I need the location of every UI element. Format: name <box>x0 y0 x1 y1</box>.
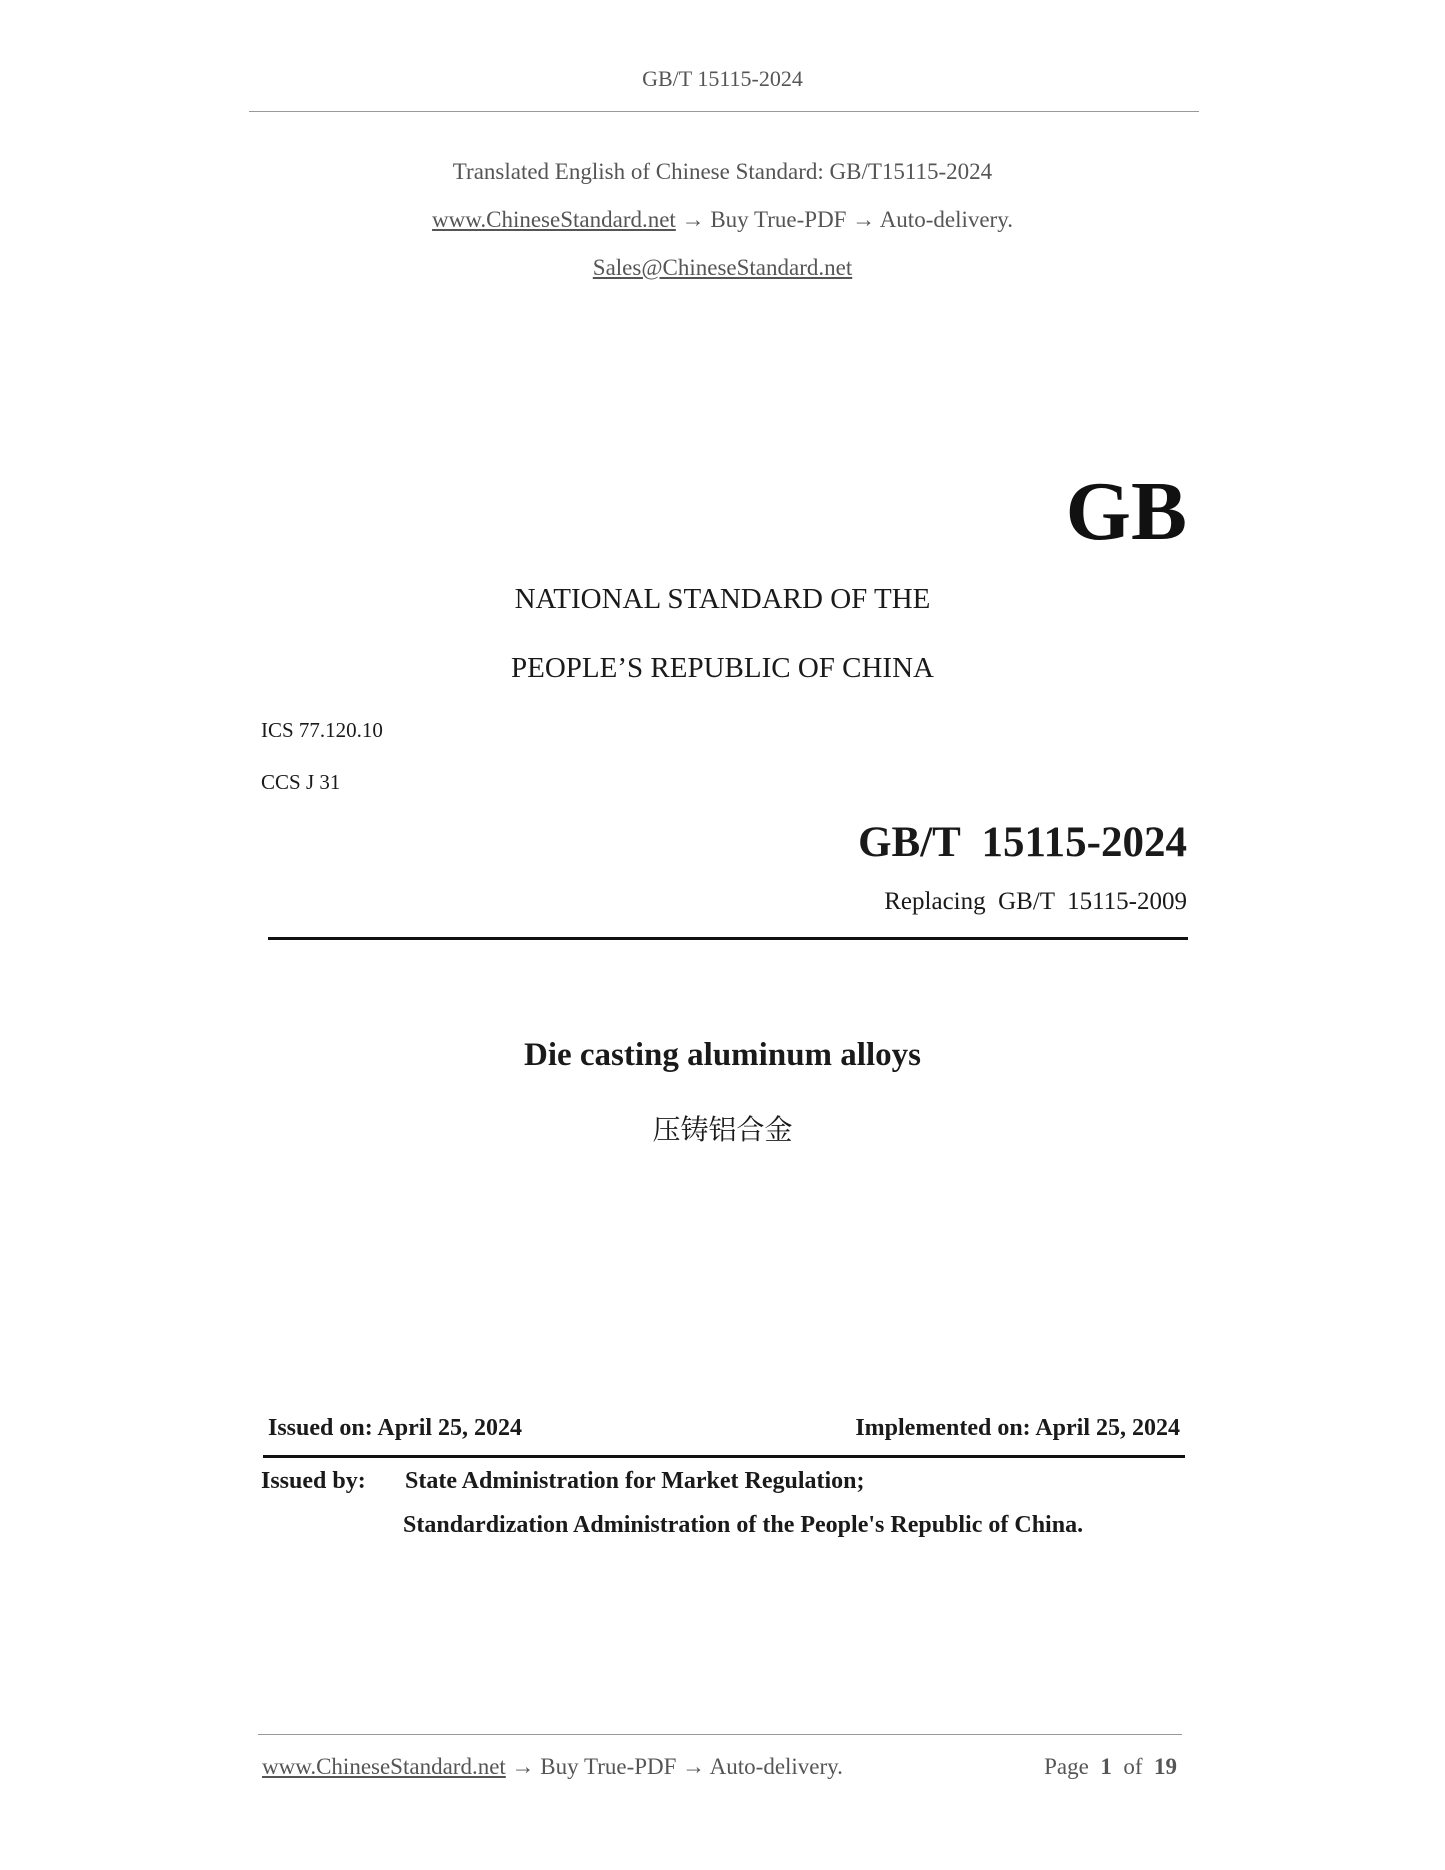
footer-purchase-line <box>262 1754 843 1780</box>
page-indicator <box>1044 1754 1177 1780</box>
email-link[interactable]: Sales@ChineseStandard.net <box>592 255 853 280</box>
total-pages: 19 <box>1154 1754 1177 1779</box>
running-header: GB/T 15115-2024 <box>642 66 803 91</box>
footer-divider <box>258 1734 1182 1735</box>
gb-logo: GB <box>1065 465 1187 558</box>
footer-website-link[interactable]: www.ChineseStandard.net <box>262 1754 506 1779</box>
translation-notice: Translated English of Chinese Standard: GB/T15115-2024 <box>452 159 993 184</box>
page-number: 1 <box>1100 1754 1112 1779</box>
replacing-standard: Replacing GB/T 15115-2009 <box>884 888 1187 915</box>
national-title-line-1: NATIONAL STANDARD OF THE <box>514 583 931 615</box>
title-chinese: 压铸铝合金 <box>652 1113 793 1146</box>
of-label: of <box>1123 1754 1143 1779</box>
national-title-line-2: PEOPLE’S REPUBLIC OF CHINA <box>511 652 934 684</box>
purchase-line <box>0 207 1445 233</box>
standard-number: GB/T 15115-2024 <box>858 819 1187 866</box>
ccs-code: CCS J 31 <box>261 770 341 794</box>
title-divider <box>268 937 1188 940</box>
ics-code: ICS 77.120.10 <box>261 718 383 742</box>
website-link[interactable]: www.ChineseStandard.net <box>432 207 676 232</box>
issuer-line-2: Standardization Administration of the People's Republic of China. <box>403 1512 1084 1538</box>
issued-by-label: Issued by: <box>261 1468 366 1494</box>
issuer-line-1: State Administration for Market Regulation; <box>405 1468 865 1494</box>
dates-divider <box>263 1455 1185 1458</box>
header-divider <box>249 111 1199 112</box>
title-english: Die casting aluminum alloys <box>524 1037 921 1073</box>
implemented-on-date: Implemented on: April 25, 2024 <box>855 1415 1180 1441</box>
purchase-text: → Buy True-PDF → Auto-delivery. <box>681 207 1013 232</box>
page-label: Page <box>1044 1754 1089 1779</box>
issued-on-date: Issued on: April 25, 2024 <box>268 1415 523 1441</box>
footer-purchase-text: → Buy True-PDF → Auto-delivery. <box>511 1754 843 1779</box>
email-line <box>0 255 1445 281</box>
